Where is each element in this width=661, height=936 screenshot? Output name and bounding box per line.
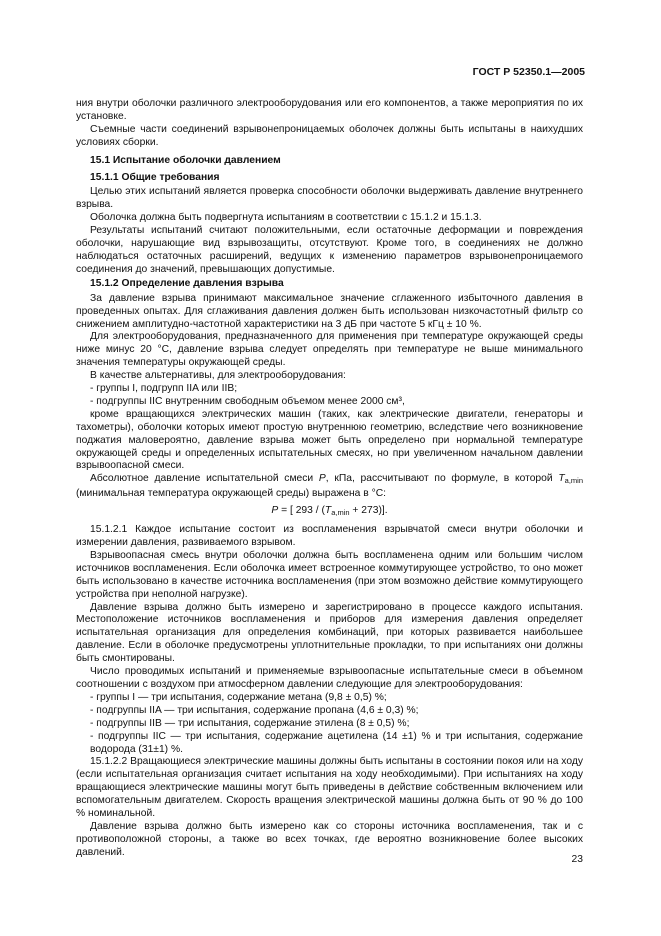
paragraph-formula-intro <box>76 473 583 501</box>
paragraph: За давление взрыва принимают максимальное значение сглаженного избыточного давления в проведенных опытах. Для сглаживания давления должен быть использован низкочастотный фильтр со снижением амплитудно-частотной характеристики на 3 дБ при частоте 5 кГц ± 10 %. <box>76 292 583 330</box>
formula-subscript: a,min <box>331 508 350 518</box>
paragraph: Целью этих испытаний является проверка способности оболочки выдерживать давление внутреннего взрыва. <box>76 186 583 211</box>
list-item: - подгруппы IIB — три испытания, содержание этилена (8 ± 0,5) %; <box>90 717 410 729</box>
paragraph: В качестве альтернативы, для электрооборудования: <box>90 370 346 382</box>
list-item: - группы I, подгрупп IIA или IIB; <box>90 383 238 395</box>
paragraph: ния внутри оболочки различного электрооборудования или его компонентов, а также мероприятия по их установке. <box>76 98 583 122</box>
paragraph: Результаты испытаний считают положительными, если остаточные деформации и повреждения оболочки, нарушающие вид взрывозащиты, отсутствуют. Кроме того, в соединениях не должно наблюдаться остаточных расширений, ведущих к изменению параметров взрывонепроницаемого соединения до значений, превышающих допустимые. <box>76 225 583 275</box>
page-number: 23 <box>571 854 583 865</box>
paragraph: Для электрооборудования, предназначенного для применения при температуре окружающей среды ниже минус 20 °С, давление взрыва следует определять при температуре не выше минимального значения температуры окружающей среды. <box>76 331 583 369</box>
text-fragment: , кПа, рассчитывают по формуле, в которой <box>325 473 559 485</box>
text-fragment: (минимальная температура окружающей среды) выражена в °С: <box>76 488 387 500</box>
paragraph: кроме вращающихся электрических машин (таких, как электрические двигатели, генераторы и тахометры), оболочки которых имеют простую внутреннюю геометрию, вследствие чего возникновение поджатия маловероятно, давление взрыва может быть определено при нормальной температуре окружающей среды и определенных испытательных смесях, но при увеличенном начальном давлении взрывоопасной смеси. <box>76 408 583 472</box>
paragraph: Съемные части соединений взрывонепроницаемых оболочек должны быть испытаны в наихудших условиях сборки. <box>76 123 583 148</box>
formula-text: + 273)]. <box>349 505 388 517</box>
paragraph: Взрывоопасная смесь внутри оболочки должна быть воспламенена одним или большим числом источников воспламенения. Если оболочка имеет встроенное коммутирующее устройство, то оно может быть использовано в качестве источника воспламенения (при этом возможно действие коммутирующего устройства при неполной нагрузке). <box>76 549 583 600</box>
section-heading-15-1: 15.1 Испытание оболочки давлением <box>90 154 281 166</box>
list-item: - подгруппы IIC — три испытания, содержание ацетилена (14 ±1) % и три испытания, содержание водорода (31±1) %. <box>90 730 583 755</box>
formula <box>76 505 583 520</box>
formula-variable-p: P <box>271 505 279 517</box>
document-header: ГОСТ Р 52350.1—2005 <box>472 66 585 78</box>
paragraph: Давление взрыва должно быть измерено и зарегистрировано в процессе каждого испытания. Местоположение источников воспламенения и приборов для измерения давления определяет испытательная организация для определения комбинаций, при которых развивается наибольшее давление. Если в оболочке предусмотрены уплотнительные прокладки, то при испытаниях они должны быть смонтированы. <box>76 601 583 665</box>
formula-text: = [ 293 / ( <box>278 505 325 517</box>
paragraph: Число проводимых испытаний и применяемые взрывоопасные испытательные смеси в объемном соотношении с воздухом при атмосферном давлении следующие для электрооборудования: <box>76 666 583 690</box>
document-body <box>76 98 583 860</box>
paragraph: Оболочка должна быть подвергнута испытаниям в соответствии с 15.1.2 и 15.1.3. <box>90 212 482 224</box>
paragraph: 15.1.2.2 Вращающиеся электрические машины должны быть испытаны в состоянии покоя или на ходу (если испытательная организация считает испытания на ходу необходимыми). При испытаниях на ходу вращающиеся электрические машины могут быть приведены в действие собственным включением или вспомогательным двигателем. Скорость вращения электрической машины должна быть от 90 % до 100 % номинальной. <box>76 756 583 820</box>
list-item: - подгруппы IIA — три испытания, содержание пропана (4,6 ± 0,3) %; <box>90 704 419 716</box>
paragraph: 15.1.2.1 Каждое испытание состоит из воспламенения взрывчатой смеси внутри оболочки и измерении давления, развиваемого взрывом. <box>76 524 583 548</box>
variable-p: P <box>318 473 326 485</box>
formula-variable-t: T <box>324 505 332 517</box>
list-item: - группы I — три испытания, содержание метана (9,8 ± 0,5) %; <box>90 691 387 703</box>
list-item: - подгруппы IIC внутренним свободным объемом менее 2000 см³, <box>90 395 405 407</box>
section-heading-15-1-2: 15.1.2 Определение давления взрыва <box>90 277 284 289</box>
paragraph: Давление взрыва должно быть измерено как со стороны источника воспламенения, так и с противоположной стороны, а также во всех точках, где вероятно возникновение более высоких давлений. <box>76 820 583 858</box>
text-fragment: Абсолютное давление испытательной смеси <box>90 473 319 485</box>
subscript: a,min <box>564 476 583 486</box>
variable-t: T <box>558 473 565 485</box>
section-heading-15-1-1: 15.1.1 Общие требования <box>90 171 220 183</box>
